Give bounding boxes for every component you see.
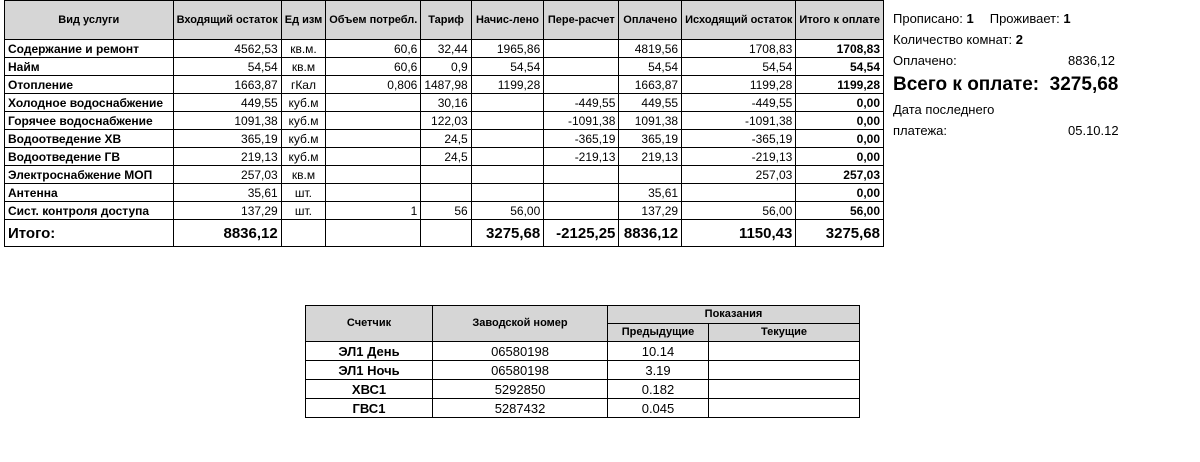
cell-volume: 0,806 (326, 76, 421, 94)
cell-tariff: 122,03 (421, 112, 471, 130)
cell-previous: 3.19 (608, 361, 709, 380)
cell-unit: кв.м (281, 58, 325, 76)
cell-due: 0,00 (796, 112, 884, 130)
cell-outgoing: 1150,43 (682, 220, 796, 247)
table-header (5, 1, 884, 40)
cell-volume: 60,6 (326, 58, 421, 76)
cell-meter-name: ЭЛ1 Ночь (306, 361, 433, 380)
cell-previous: 10.14 (608, 342, 709, 361)
total-due-label: Всего к оплате: (893, 74, 1040, 95)
cell-recalc (544, 202, 619, 220)
table-row (5, 202, 884, 220)
registered-value: 1 (966, 11, 974, 26)
cell-paid: 54,54 (619, 58, 682, 76)
rooms-label: Количество комнат: (893, 32, 1013, 47)
cell-due: 3275,68 (796, 220, 884, 247)
cell-due: 56,00 (796, 202, 884, 220)
cell-incoming: 449,55 (173, 94, 281, 112)
cell-service: Содержание и ремонт (5, 40, 174, 58)
cell-serial: 5287432 (433, 399, 608, 418)
cell-previous: 0.182 (608, 380, 709, 399)
table-row (5, 94, 884, 112)
cell-meter-name: ЭЛ1 День (306, 342, 433, 361)
cell-charged: 1199,28 (471, 76, 544, 94)
cell-charged (471, 112, 544, 130)
table-row (5, 130, 884, 148)
cell-charged (471, 148, 544, 166)
cell-tariff (421, 166, 471, 184)
cell-charged (471, 130, 544, 148)
cell-unit: шт. (281, 202, 325, 220)
cell-current[interactable] (709, 399, 860, 418)
col-serial: Заводской номер (433, 306, 608, 342)
table-row (5, 40, 884, 58)
cell-recalc: -2125,25 (544, 220, 619, 247)
cell-service: Горячее водоснабжение (5, 112, 174, 130)
col-service: Вид услуги (5, 1, 174, 40)
cell-incoming: 365,19 (173, 130, 281, 148)
cell-volume (326, 94, 421, 112)
cell-due: 0,00 (796, 184, 884, 202)
cell-tariff: 24,5 (421, 130, 471, 148)
cell-volume (326, 166, 421, 184)
meters-table (305, 305, 860, 418)
cell-unit: куб.м (281, 148, 325, 166)
cell-paid: 1091,38 (619, 112, 682, 130)
cell-charged: 54,54 (471, 58, 544, 76)
cell-recalc: -1091,38 (544, 112, 619, 130)
cell-charged: 56,00 (471, 202, 544, 220)
cell-paid (619, 166, 682, 184)
cell-unit (281, 220, 325, 247)
cell-incoming: 219,13 (173, 148, 281, 166)
cell-recalc (544, 166, 619, 184)
col-tariff: Тариф (421, 1, 471, 40)
cell-paid: 449,55 (619, 94, 682, 112)
cell-incoming: 1091,38 (173, 112, 281, 130)
cell-recalc (544, 184, 619, 202)
cell-unit: куб.м (281, 130, 325, 148)
cell-previous: 0.045 (608, 399, 709, 418)
cell-serial: 06580198 (433, 342, 608, 361)
cell-due: 54,54 (796, 58, 884, 76)
account-summary (893, 8, 1193, 141)
cell-service: Водоотведение ГВ (5, 148, 174, 166)
col-outgoing: Исходящий остаток (682, 1, 796, 40)
cell-charged: 1965,86 (471, 40, 544, 58)
cell-tariff: 56 (421, 202, 471, 220)
cell-service: Антенна (5, 184, 174, 202)
cell-outgoing: 54,54 (682, 58, 796, 76)
cell-incoming: 4562,53 (173, 40, 281, 58)
cell-volume (326, 130, 421, 148)
services-table (4, 0, 884, 247)
cell-unit: шт. (281, 184, 325, 202)
cell-unit: куб.м (281, 112, 325, 130)
cell-outgoing: -449,55 (682, 94, 796, 112)
cell-paid: 137,29 (619, 202, 682, 220)
cell-recalc: -449,55 (544, 94, 619, 112)
cell-service: Сист. контроля доступа (5, 202, 174, 220)
col-due: Итого к оплате (796, 1, 884, 40)
cell-paid: 35,61 (619, 184, 682, 202)
cell-tariff: 30,16 (421, 94, 471, 112)
cell-volume (326, 184, 421, 202)
cell-paid: 4819,56 (619, 40, 682, 58)
cell-outgoing: 1708,83 (682, 40, 796, 58)
cell-meter-name: ХВС1 (306, 380, 433, 399)
cell-current[interactable] (709, 342, 860, 361)
table-row (5, 148, 884, 166)
col-previous: Предыдущие (608, 324, 709, 342)
total-due-value: 3275,68 (1049, 74, 1119, 95)
cell-tariff: 24,5 (421, 148, 471, 166)
cell-outgoing: 56,00 (682, 202, 796, 220)
cell-service: Найм (5, 58, 174, 76)
cell-due: 1708,83 (796, 40, 884, 58)
last-payment-date: 05.10.12 (1068, 123, 1119, 138)
cell-serial: 5292850 (433, 380, 608, 399)
cell-recalc (544, 76, 619, 94)
cell-unit: кв.м. (281, 40, 325, 58)
cell-outgoing: -1091,38 (682, 112, 796, 130)
cell-volume: 60,6 (326, 40, 421, 58)
cell-charged (471, 184, 544, 202)
cell-paid: 219,13 (619, 148, 682, 166)
col-incoming: Входящий остаток (173, 1, 281, 40)
cell-outgoing: -219,13 (682, 148, 796, 166)
col-recalc: Пере-расчет (544, 1, 619, 40)
col-paid: Оплачено (619, 1, 682, 40)
col-readings: Показания (608, 306, 860, 324)
table-row (5, 58, 884, 76)
col-volume: Объем потребл. (326, 1, 421, 40)
cell-serial: 06580198 (433, 361, 608, 380)
col-unit: Ед изм (281, 1, 325, 40)
cell-due: 0,00 (796, 130, 884, 148)
cell-due: 0,00 (796, 94, 884, 112)
cell-incoming: 8836,12 (173, 220, 281, 247)
cell-current[interactable] (709, 380, 860, 399)
cell-paid: 365,19 (619, 130, 682, 148)
cell-recalc: -219,13 (544, 148, 619, 166)
cell-recalc: -365,19 (544, 130, 619, 148)
table-row (5, 166, 884, 184)
cell-unit: кв.м (281, 166, 325, 184)
cell-tariff: 32,44 (421, 40, 471, 58)
paid-label: Оплачено: (893, 53, 957, 68)
cell-tariff: 0,9 (421, 58, 471, 76)
cell-outgoing (682, 184, 796, 202)
living-label: Проживает: (989, 11, 1060, 26)
cell-volume (326, 220, 421, 247)
cell-tariff: 1487,98 (421, 76, 471, 94)
table-row (5, 76, 884, 94)
cell-current[interactable] (709, 361, 860, 380)
meter-row (306, 361, 860, 380)
cell-recalc (544, 58, 619, 76)
living-value: 1 (1063, 11, 1071, 26)
paid-value: 8836,12 (1068, 53, 1115, 68)
meter-row (306, 380, 860, 399)
cell-outgoing: -365,19 (682, 130, 796, 148)
table-row (5, 184, 884, 202)
cell-outgoing: 1199,28 (682, 76, 796, 94)
cell-tariff (421, 184, 471, 202)
cell-incoming: 137,29 (173, 202, 281, 220)
cell-unit: гКал (281, 76, 325, 94)
cell-service: Отопление (5, 76, 174, 94)
cell-volume: 1 (326, 202, 421, 220)
last-payment-label-2: платежа: (893, 123, 947, 138)
cell-charged (471, 94, 544, 112)
cell-incoming: 257,03 (173, 166, 281, 184)
cell-due: 257,03 (796, 166, 884, 184)
cell-volume (326, 148, 421, 166)
cell-paid: 1663,87 (619, 76, 682, 94)
cell-service: Итого: (5, 220, 174, 247)
meter-row (306, 342, 860, 361)
col-charged: Начис-лено (471, 1, 544, 40)
total-row (5, 220, 884, 247)
cell-service: Электроснабжение МОП (5, 166, 174, 184)
registered-label: Прописано: (893, 11, 963, 26)
cell-service: Водоотведение ХВ (5, 130, 174, 148)
rooms-value: 2 (1015, 32, 1023, 47)
cell-paid: 8836,12 (619, 220, 682, 247)
cell-due: 0,00 (796, 148, 884, 166)
cell-charged (471, 166, 544, 184)
cell-tariff (421, 220, 471, 247)
cell-unit: куб.м (281, 94, 325, 112)
col-meter: Счетчик (306, 306, 433, 342)
last-payment-label: Дата последнего (893, 102, 995, 117)
cell-incoming: 54,54 (173, 58, 281, 76)
cell-service: Холодное водоснабжение (5, 94, 174, 112)
cell-outgoing: 257,03 (682, 166, 796, 184)
cell-recalc (544, 40, 619, 58)
meter-row (306, 399, 860, 418)
cell-meter-name: ГВС1 (306, 399, 433, 418)
col-current: Текущие (709, 324, 860, 342)
table-row (5, 112, 884, 130)
cell-incoming: 1663,87 (173, 76, 281, 94)
cell-due: 1199,28 (796, 76, 884, 94)
cell-volume (326, 112, 421, 130)
cell-charged: 3275,68 (471, 220, 544, 247)
cell-incoming: 35,61 (173, 184, 281, 202)
